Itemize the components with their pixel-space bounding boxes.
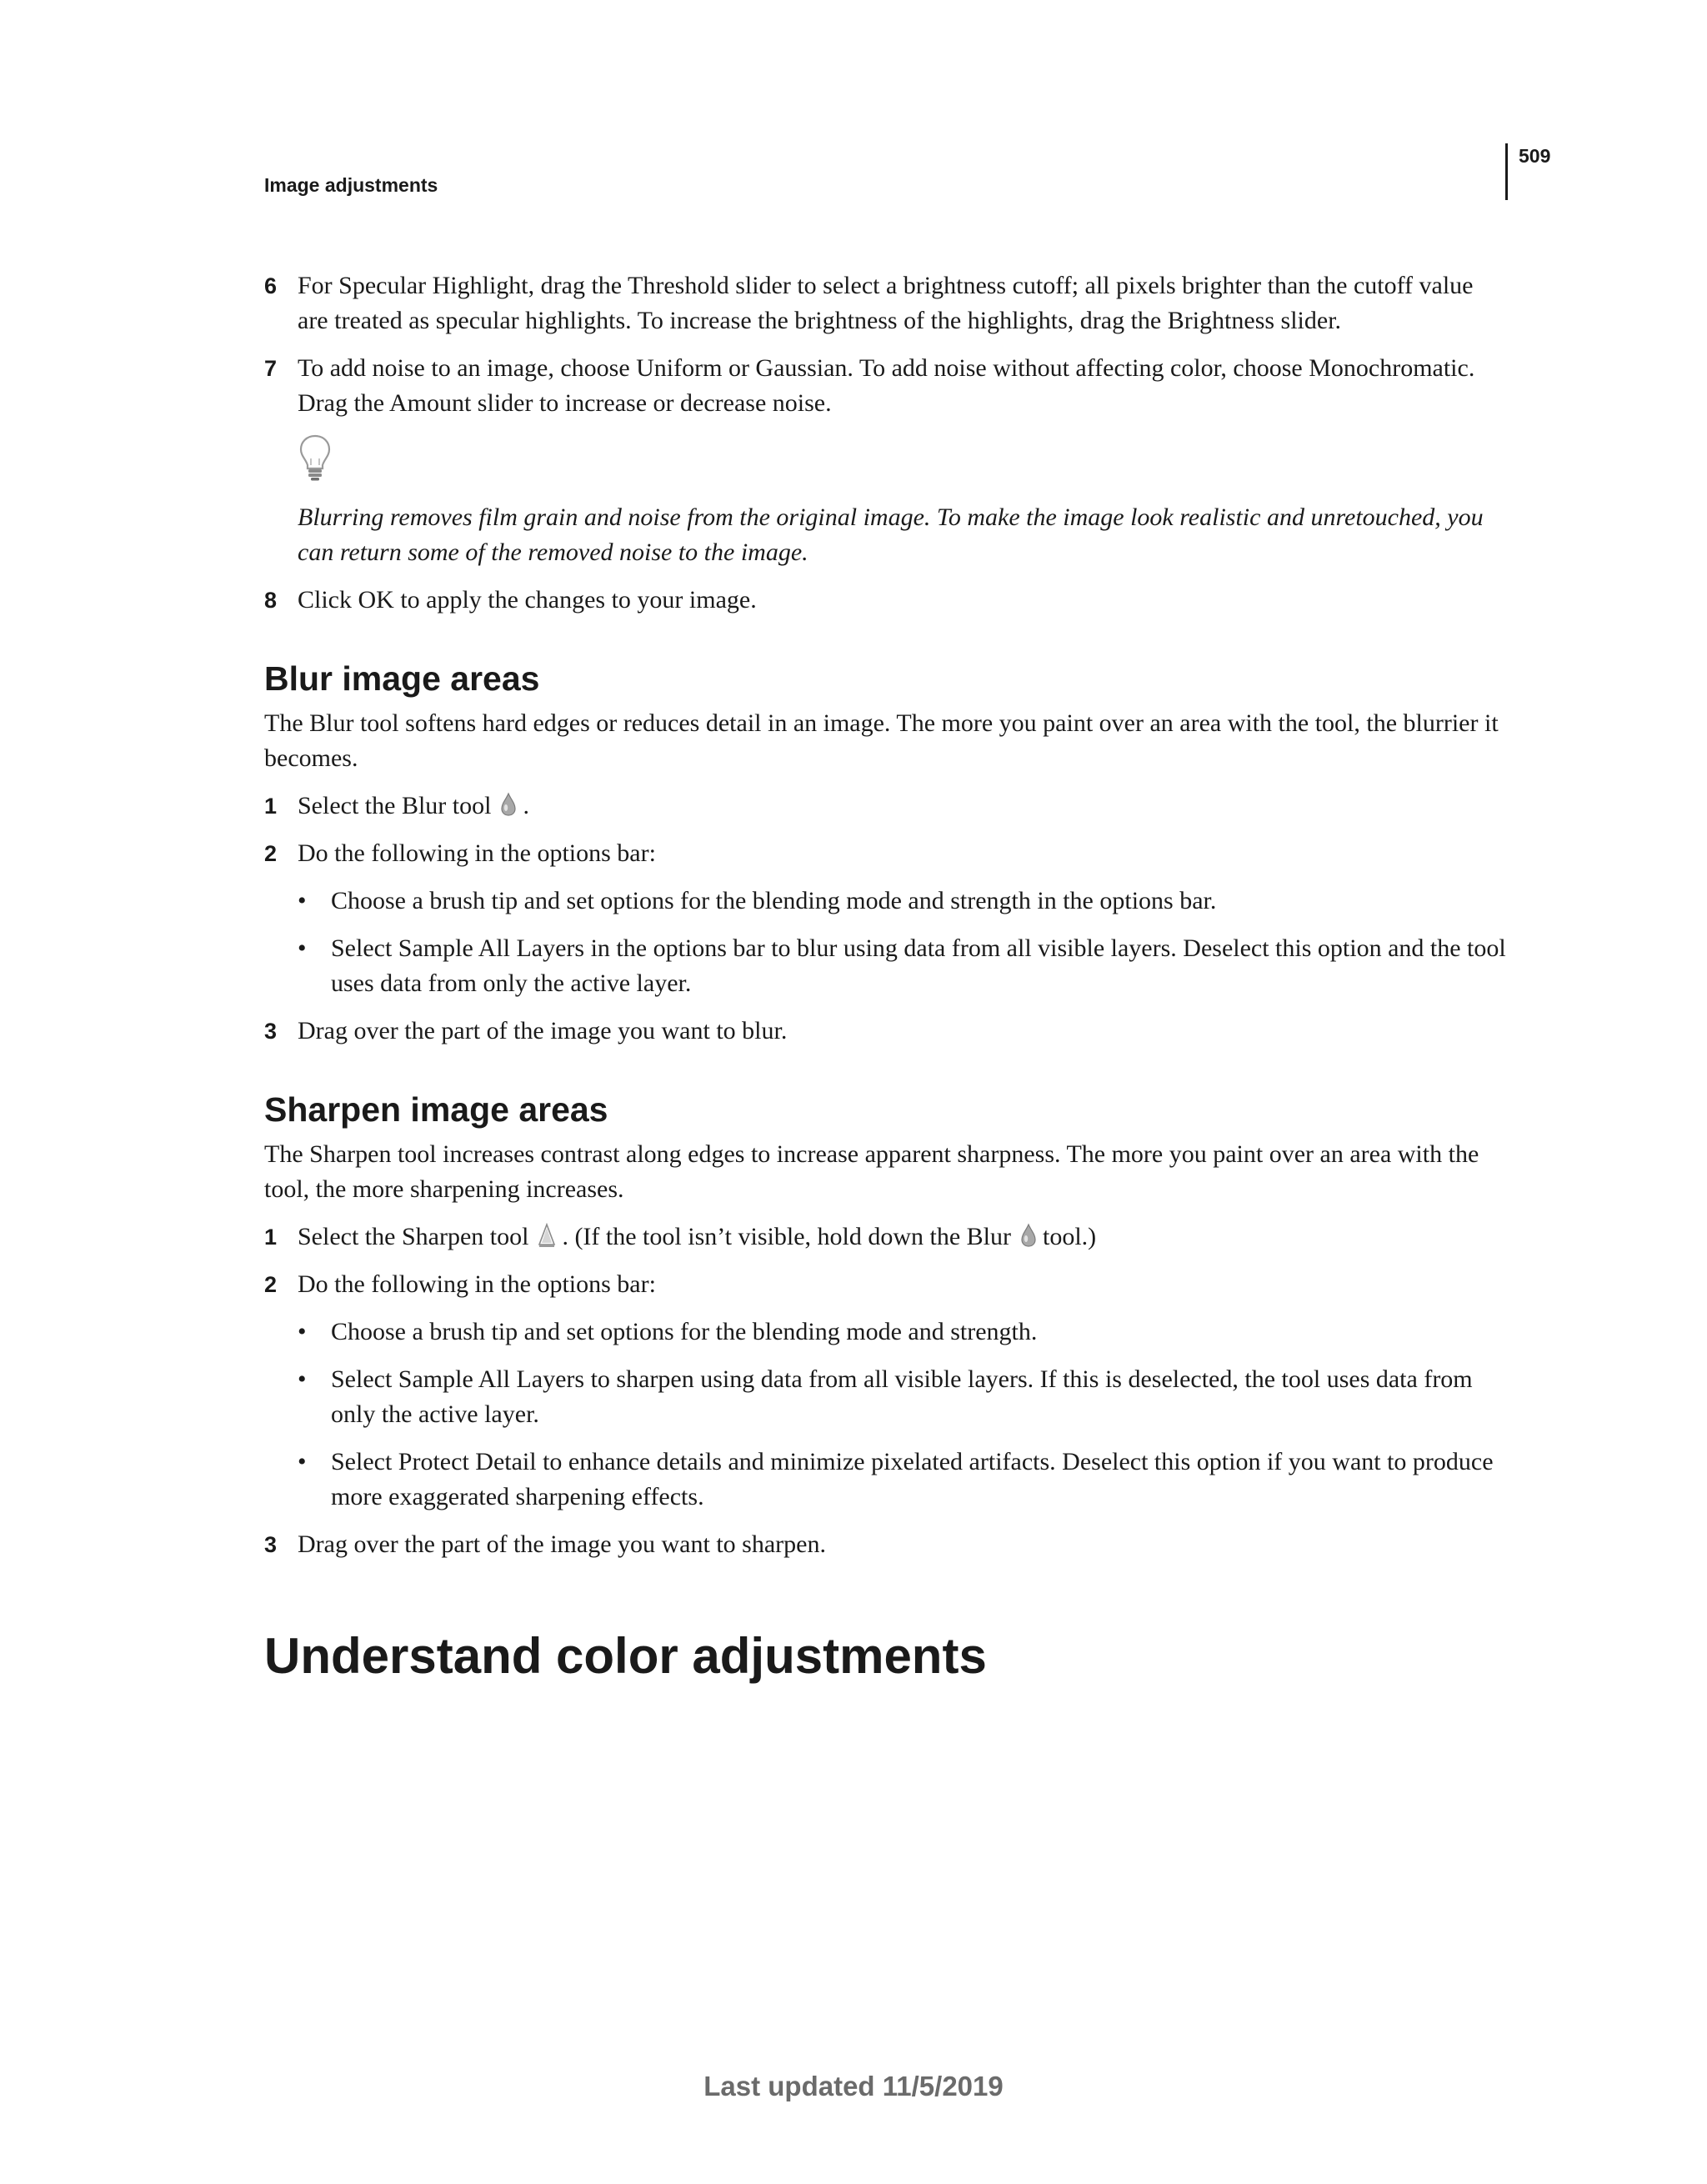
bullet-text: Choose a brush tip and set options for the blending mode and strength. xyxy=(331,1318,1038,1345)
numbered-step xyxy=(264,583,1506,618)
bullet-marker: • xyxy=(298,1448,307,1475)
step-number: 6 xyxy=(264,273,278,298)
step-text: Click OK to apply the changes to your image. xyxy=(298,586,757,614)
step-number: 2 xyxy=(264,1272,278,1297)
step-number: 1 xyxy=(264,794,278,819)
numbered-step xyxy=(264,1267,1506,1302)
running-header: Image adjustments xyxy=(264,174,438,196)
bullet-text: Select Sample All Layers in the options bar to blur using data from all visible layers. Deselect this option and the tool uses data from only the active layer. xyxy=(331,934,1506,997)
bullet-item xyxy=(298,1315,1506,1350)
tip-note xyxy=(298,433,1506,570)
page-body xyxy=(264,268,1506,1686)
bullet-marker: • xyxy=(298,934,307,962)
sharpen-tool-icon xyxy=(537,1223,557,1248)
step-number: 3 xyxy=(264,1019,278,1044)
page-number: 509 xyxy=(1519,145,1551,167)
bullet-item xyxy=(298,1362,1506,1432)
bullet-item xyxy=(298,884,1506,919)
numbered-step xyxy=(264,1527,1506,1562)
bullet-text: Choose a brush tip and set options for the blending mode and strength in the options bar. xyxy=(331,887,1217,914)
step-text: Drag over the part of the image you want to sharpen. xyxy=(298,1530,826,1558)
tip-text: Blurring removes film grain and noise from the original image. To make the image look realistic and unretouched, you can return some of the removed noise to the image. xyxy=(298,503,1484,566)
lightbulb-icon xyxy=(298,433,333,482)
bullet-text: Select Sample All Layers to sharpen using data from all visible layers. If this is deselected, the tool uses data from only the active layer. xyxy=(331,1365,1473,1428)
step-number: 2 xyxy=(264,841,278,866)
section-heading-sharpen: Sharpen image areas xyxy=(264,1090,608,1129)
section-heading-blur: Blur image areas xyxy=(264,659,540,698)
step-text: Do the following in the options bar: xyxy=(298,839,656,867)
step-text: For Specular Highlight, drag the Threshold slider to select a brightness cutoff; all pixels brighter than the cutoff value are treated as specular highlights. To increase the brightness of the highlights, drag the Brightness slider. xyxy=(298,272,1474,334)
bullet-marker: • xyxy=(298,1318,307,1345)
step-number: 7 xyxy=(264,356,278,381)
blur-tool-icon xyxy=(499,792,518,817)
numbered-step xyxy=(264,268,1506,338)
bullet-marker: • xyxy=(298,887,307,914)
bullet-item xyxy=(298,931,1506,1001)
numbered-step xyxy=(264,351,1506,421)
step-number: 1 xyxy=(264,1225,278,1250)
section-intro: The Blur tool softens hard edges or reduces detail in an image. The more you paint over an area with the tool, the blurrier it becomes. xyxy=(264,709,1499,772)
footer-last-updated: Last updated 11/5/2019 xyxy=(703,2071,1004,2101)
step-text-part: . xyxy=(523,792,529,819)
step-text-part: tool.) xyxy=(1043,1223,1097,1250)
step-text-part: . (If the tool isn’t visible, hold down the Blur xyxy=(562,1223,1012,1250)
step-text xyxy=(298,789,1506,824)
bullet-marker: • xyxy=(298,1365,307,1393)
step-text: Do the following in the options bar: xyxy=(298,1270,656,1298)
step-number: 8 xyxy=(264,588,278,613)
bullet-text: Select Protect Detail to enhance details and minimize pixelated artifacts. Deselect this option if you want to produce more exaggerated sharpening effects. xyxy=(331,1448,1494,1510)
step-text-part: Select the Sharpen tool xyxy=(298,1223,529,1250)
numbered-step xyxy=(264,836,1506,871)
chapter-heading: Understand color adjustments xyxy=(264,1628,987,1684)
step-text: To add noise to an image, choose Uniform or Gaussian. To add noise without affecting color, choose Monochromatic. Drag the Amount slider to increase or decrease noise. xyxy=(298,354,1475,417)
numbered-step xyxy=(264,789,1506,824)
step-number: 3 xyxy=(264,1532,278,1557)
section-intro: The Sharpen tool increases contrast along edges to increase apparent sharpness. The more you paint over an area with the tool, the more sharpening increases. xyxy=(264,1140,1479,1203)
numbered-step xyxy=(264,1220,1506,1255)
step-text xyxy=(298,1220,1506,1255)
blur-tool-icon xyxy=(1019,1223,1038,1248)
step-text-part: Select the Blur tool xyxy=(298,792,492,819)
numbered-step xyxy=(264,1014,1506,1049)
bullet-item xyxy=(298,1445,1506,1515)
step-text: Drag over the part of the image you want to blur. xyxy=(298,1017,788,1044)
header-rule xyxy=(1505,143,1508,200)
